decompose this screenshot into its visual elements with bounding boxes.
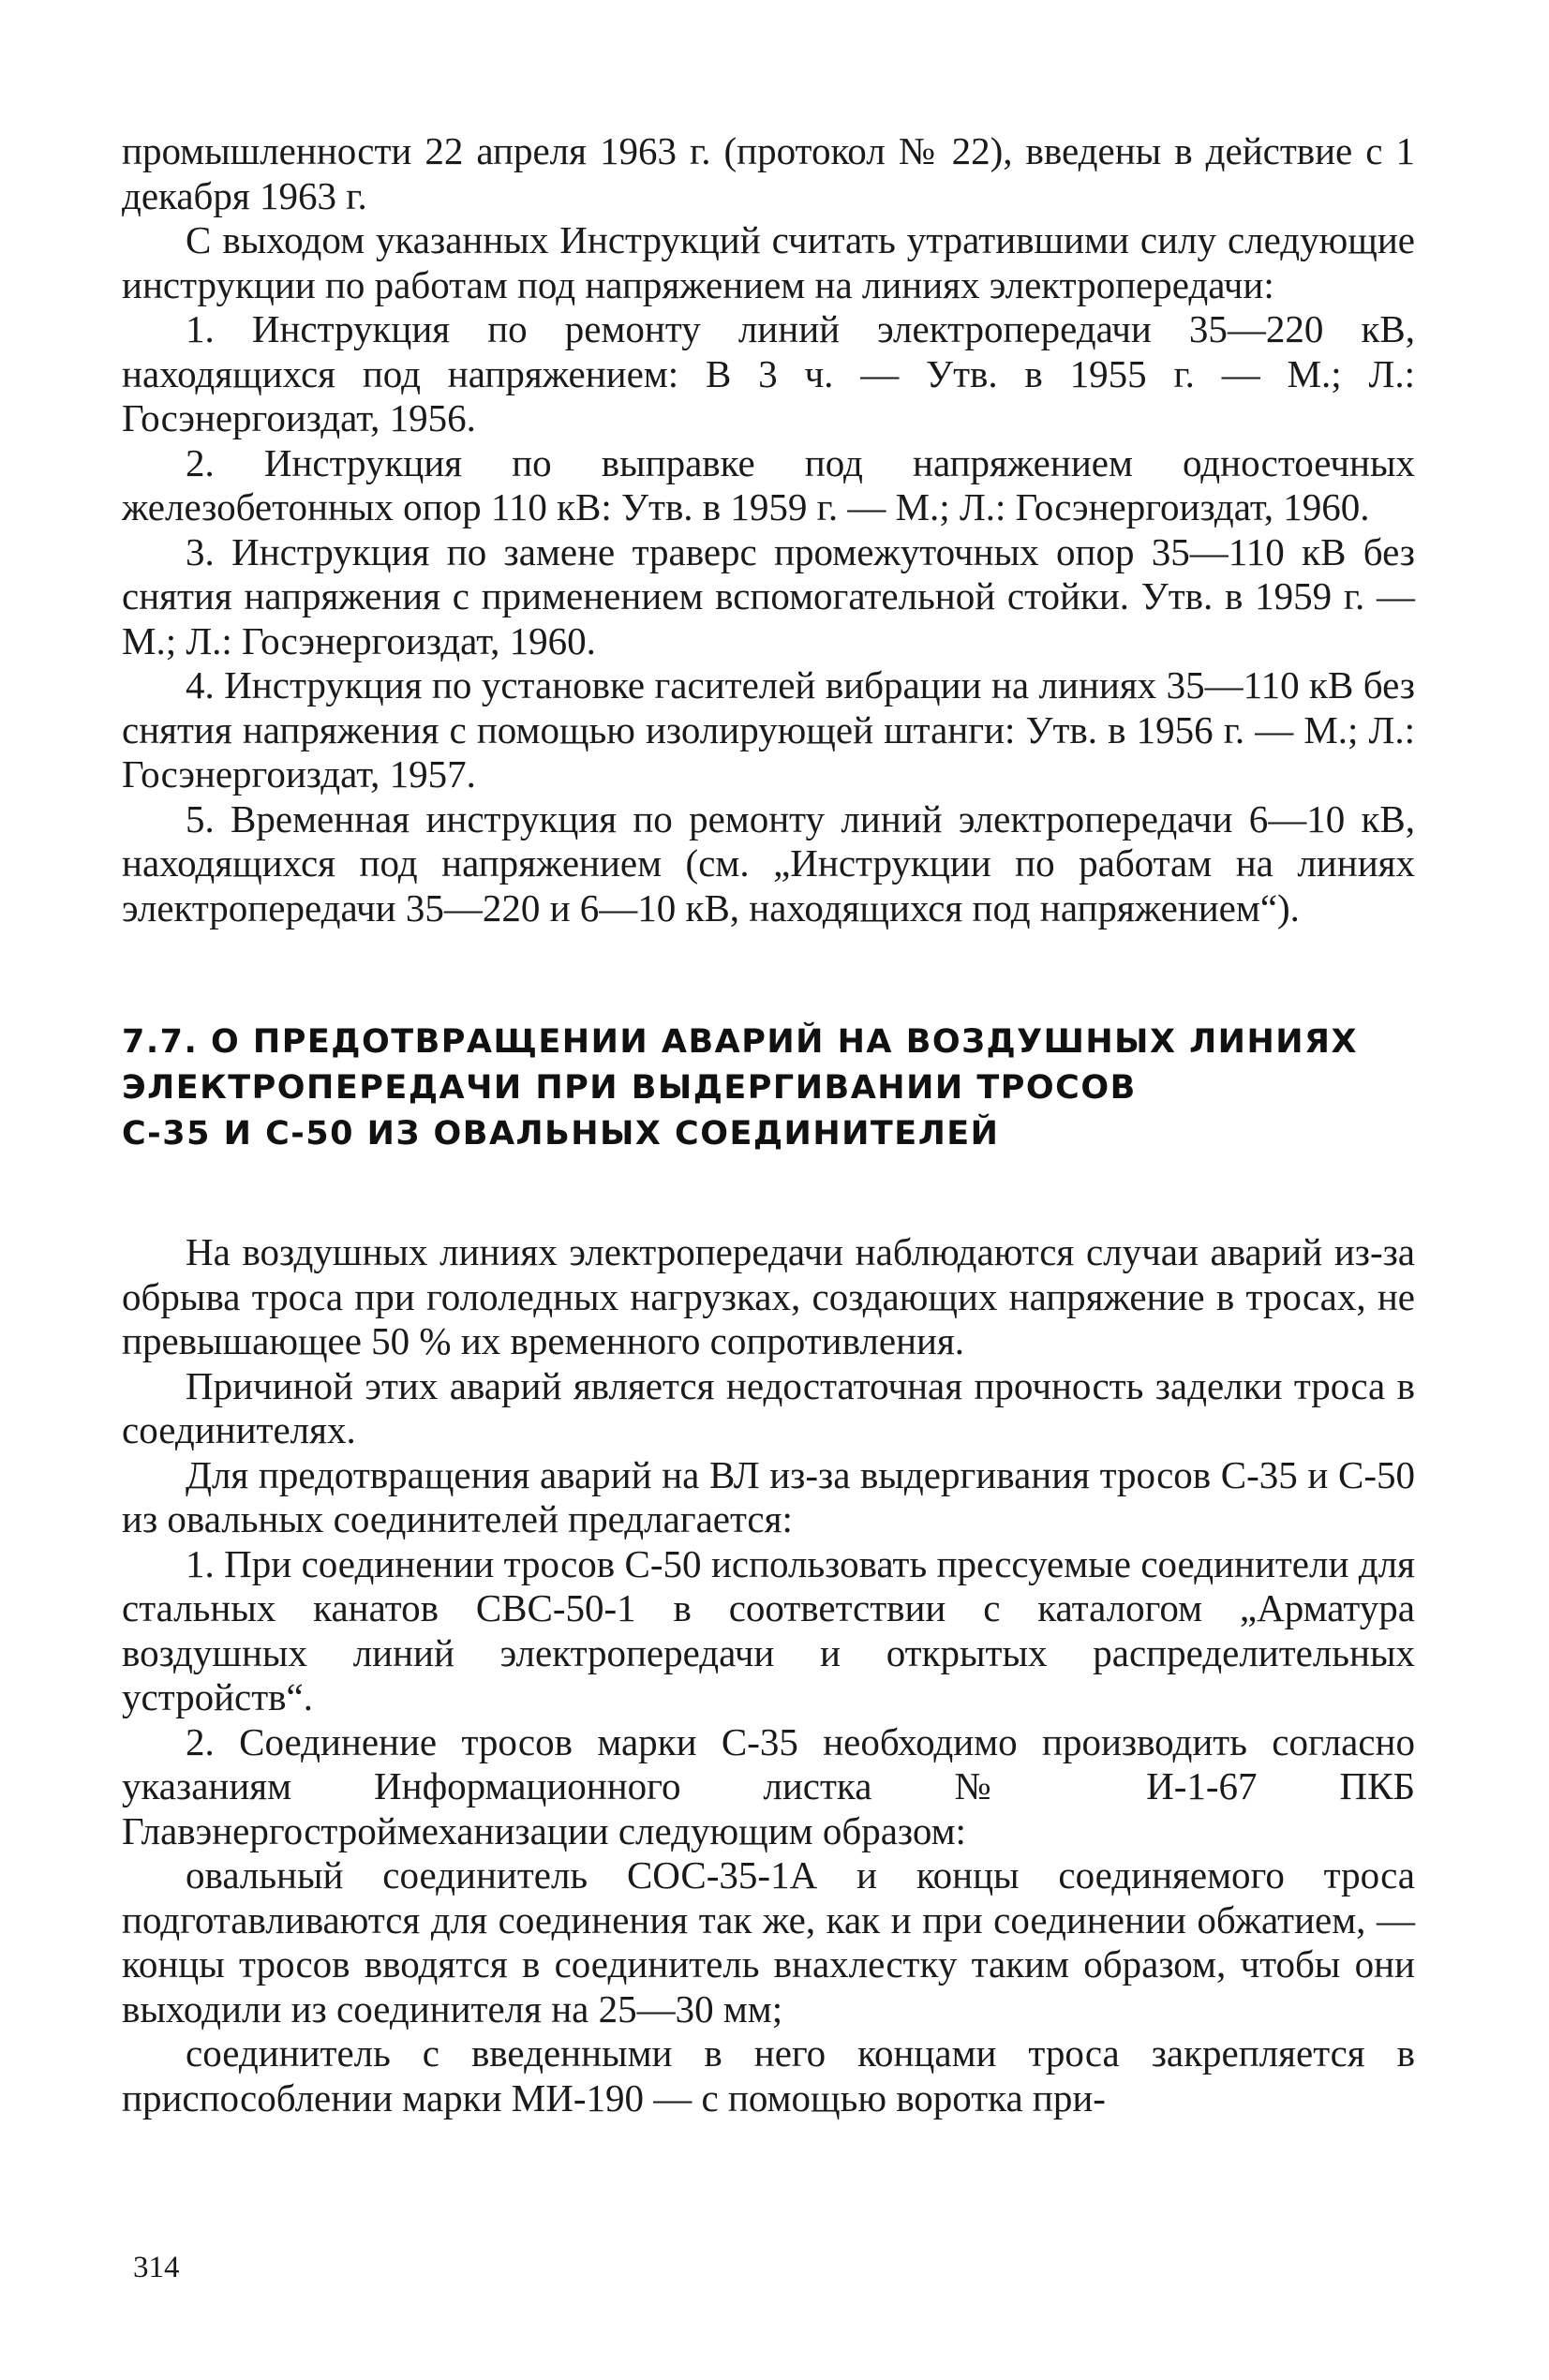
document-page [122,129,1415,2120]
paragraph-accident-cases: На воздушных линиях электропередачи наблюдаются случаи аварий из-за обрыва троса при гололедных нагрузках, создающих напряжение в тросах, не превышающее 50 % их временного сопротивления. [122,1230,1415,1362]
paragraph-superseded-intro: С выходом указанных Инструкций считать утратившими силу следующие инструкции по работам под напряжением на линиях электропередачи: [122,218,1415,306]
paragraph-continuation: промышленности 22 апреля 1963 г. (протокол № 22), введены в действие с 1 декабря 1963 г. [122,129,1415,217]
instructions-list-section [122,129,1415,930]
procedure-step-fixing: соединитель с введенными в него концами троса закрепляется в приспособлении марки МИ-190 — с помощью воротка при- [122,2031,1415,2120]
page-number: 314 [133,2251,180,2284]
list-item-1: 1. Инструкция по ремонту линий электропередачи 35—220 кВ, находящихся под напряжением: В 3 ч. — Утв. в 1955 г. — М.; Л.: Госэнергоиздат, 1956. [122,307,1415,439]
list-item-2: 2. Инструкция по выправке под напряжением одностоечных железобетонных опор 110 кВ: Утв. в 1959 г. — М.; Л.: Госэнергоиздат, 1960. [122,440,1415,528]
section-heading [122,1019,1415,1157]
procedure-step-preparation: овальный соединитель СОС-35-1А и концы соединяемого троса подготавливаются для соединения так же, как и при соединении обжатием, — концы тросов вводятся в соединитель внахлестку таким образом, чтобы они выходили из соединителя на 25—30 мм; [122,1853,1415,2030]
list-item-4: 4. Инструкция по установке гасителей вибрации на линиях 35—110 кВ без снятия напряжения с помощью изолирующей штанги: Утв. в 1956 г. — М.; Л.: Госэнергоиздат, 1957. [122,663,1415,796]
proposal-item-1: 1. При соединении тросов С-50 использовать прессуемые соединители для стальных канатов СВС-50-1 в соответствии с каталогом „Арматура воздушных линий электропередачи и открытых распределительных устройств“. [122,1541,1415,1718]
paragraph-accident-cause: Причиной этих аварий является недостаточная прочность заделки троса в соединителях. [122,1363,1415,1451]
list-item-5: 5. Временная инструкция по ремонту линий электропередачи 6—10 кВ, находящихся под напряжением (см. „Инструкции по работам на линиях электропередачи 35—220 и 6—10 кВ, находящихся под напряжением“). [122,796,1415,930]
accident-prevention-section [122,1230,1415,2120]
list-item-3: 3. Инструкция по замене траверс промежуточных опор 35—110 кВ без снятия напряжения с применением вспомогательной стойки. Утв. в 1959 г. — М.; Л.: Госэнергоиздат, 1960. [122,529,1415,662]
section-heading-line-2: ЭЛЕКТРОПЕРЕДАЧИ ПРИ ВЫДЕРГИВАНИИ ТРОСОВ [122,1069,1137,1107]
section-heading-line-1: 7.7. О ПРЕДОТВРАЩЕНИИ АВАРИЙ НА ВОЗДУШНЫХ ЛИНИЯХ [122,1023,1358,1061]
paragraph-proposal-intro: Для предотвращения аварий на ВЛ из-за выдергивания тросов С-35 и С-50 из овальных соединителей предлагается: [122,1452,1415,1540]
proposal-item-2: 2. Соединение тросов марки С-35 необходимо производить согласно указаниям Информационного листка № И-1-67 ПКБ Главэнергостроймеханизации следующим образом: [122,1719,1415,1852]
section-heading-line-3: С-35 И С-50 ИЗ ОВАЛЬНЫХ СОЕДИНИТЕЛЕЙ [122,1115,1000,1153]
